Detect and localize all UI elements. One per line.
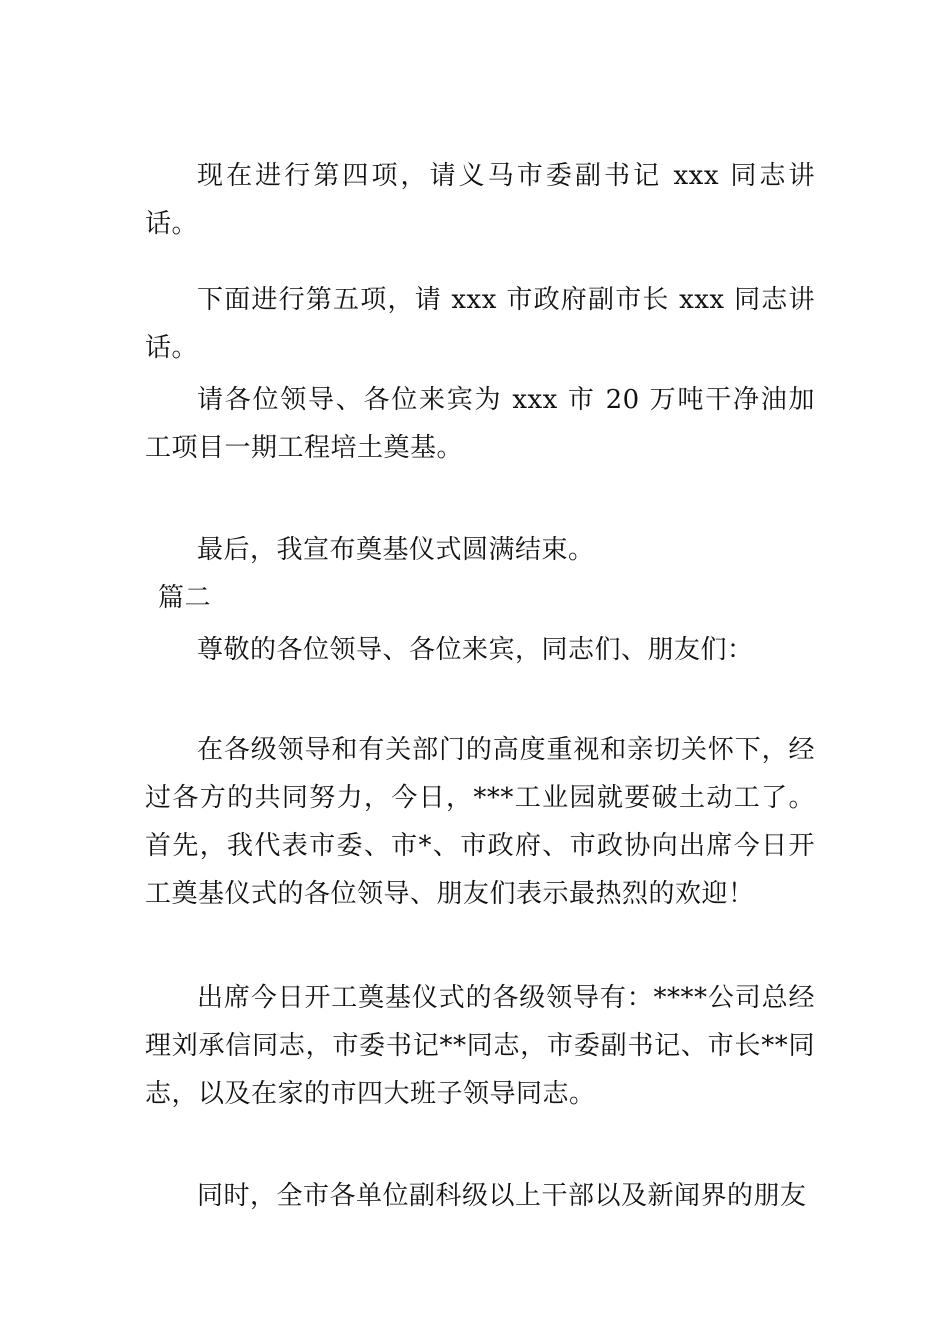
paragraph-item-5-speech: 下面进行第五项，请 xxx 市政府副市长 xxx 同志讲话。	[145, 285, 815, 363]
paragraph-closing: 最后，我宣布奠基仪式圆满结束。	[197, 535, 595, 565]
paragraph-attendees: 出席今日开工奠基仪式的各级领导有：****公司总经理刘承信同志，市委书记**同志，市委副书记、市长**同志，以及在家的市四大班子领导同志。	[145, 983, 815, 1109]
paragraph-also-present: 同时，全市各单位副科级以上干部以及新闻界的朋友	[197, 1181, 807, 1211]
paragraph-greeting: 尊敬的各位领导、各位来宾，同志们、朋友们：	[197, 635, 754, 665]
section-heading: 篇二	[158, 583, 212, 613]
paragraph-welcome: 在各级领导和有关部门的高度重视和亲切关怀下，经过各方的共同努力，今日，***工业园就要破土动工了。首先，我代表市委、市*、市政府、市政协向出席今日开工奠基仪式的各位领导、朋友们表示最热烈的欢迎！	[145, 735, 815, 909]
paragraph-item-4-speech: 现在进行第四项，请义马市委副书记 xxx 同志讲话。	[145, 161, 815, 239]
paragraph-groundbreaking: 请各位领导、各位来宾为 xxx 市 20 万吨干净油加工项目一期工程培土奠基。	[145, 385, 815, 463]
